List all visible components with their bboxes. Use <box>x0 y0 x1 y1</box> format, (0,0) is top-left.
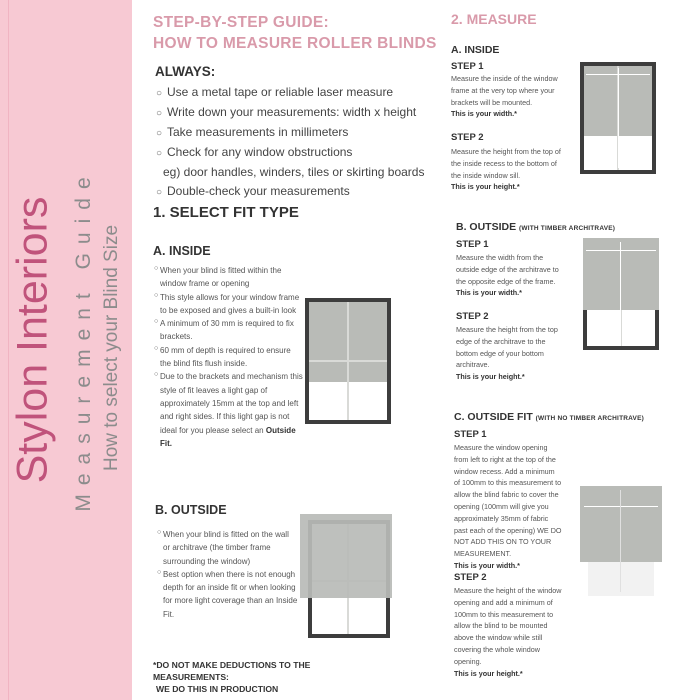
measure-inside-step1: STEP 1 <box>451 61 484 72</box>
measure-outside-heading: B. OUTSIDE (WITH TIMBER ARCHITRAVE) <box>456 221 616 233</box>
measure-outside-fit-heading: C. OUTSIDE FIT (WITH NO TIMBER ARCHITRAVE) <box>454 411 644 423</box>
list-item: ○ When your blind is fitted within the window frame or opening <box>154 265 282 289</box>
list-item: ○ Due to the brackets and mechanism this style of fit leaves a light gap of approximately 15mm at the top and left and right sides. If this light gap is not ideal for you please select an Outside Fit. <box>154 371 303 448</box>
list-item: ○ When your blind is fitted on the wall or architrave (the timber frame surrounding the window) <box>157 529 289 566</box>
guide-title: Measurement Guide <box>72 168 95 512</box>
outside-bullets <box>158 528 298 621</box>
measure-outside-fit-step1: STEP 1 <box>454 429 487 440</box>
brand-name: Stylon Interiors <box>8 196 57 484</box>
inside-heading: A. INSIDE <box>153 244 211 258</box>
measure-inside-heading: A. INSIDE <box>451 44 500 56</box>
measure-inside-step2-text: Measure the height from the top of the inside recess to the bottom of the inside window sill. This is your height.* <box>451 147 561 192</box>
outside-heading: B. OUTSIDE <box>155 503 227 517</box>
section-heading-fit: 1. SELECT FIT TYPE <box>153 204 299 221</box>
production-note: *DO NOT MAKE DEDUCTIONS TO THE MEASUREMENTS: WE DO THIS IN PRODUCTION <box>153 660 311 694</box>
list-item: ○ Double-check your measurements <box>156 184 350 198</box>
measure-outside-fit-step1-text: Measure the window opening from left to right at the top of the window recess. Add a minimum of 100mm to this measurement to allow the blind fabric to cover the opening (100mm will give you approximately 35mm of fabric past each of the opening) WE DO NOT ADD THIS ON TO YOUR MEASUREMENT. This is your width.* <box>454 443 562 570</box>
list-item: ○ Check for any window obstructions <box>156 145 353 159</box>
guide-subtitle: How to select your Blind Size <box>101 224 122 472</box>
list-item: ○ Best option when there is not enough depth for an inside fit or when looking for more light coverage than an Inside Fit. <box>157 568 298 619</box>
measure-outside-step2-text: Measure the height from the top edge of the architrave to the bottom edge of your bottom architrave. This is your height.* <box>456 325 558 382</box>
list-item: ○ 60 mm of depth is required to ensure the blind fits flush inside. <box>154 344 291 369</box>
list-item: ○ Write down your measurements: width x height <box>156 105 417 119</box>
page-title-line2: HOW TO MEASURE ROLLER BLINDS <box>153 35 437 52</box>
list-item: ○ Use a metal tape or reliable laser measure <box>156 85 394 99</box>
page-title-line1: STEP-BY-STEP GUIDE: <box>153 14 329 31</box>
list-item: eg) door handles, winders, tiles or skirting boards <box>163 165 425 179</box>
measure-outside-fit-step2-text: Measure the height of the window opening and add a minimum of 100mm to this measurement to allow the blind to be mounted above the window while still covering the whole window opening. This is your height.* <box>454 586 562 678</box>
list-item: ○ A minimum of 30 mm is required to fix brackets. <box>154 318 294 342</box>
measure-inside-illustration <box>580 62 656 174</box>
measure-outside-step1-text: Measure the width from the outside edge of the architrave to the opposite edge of the frame. This is your width.* <box>456 253 559 298</box>
measure-outside-step2: STEP 2 <box>456 311 489 322</box>
list-item: ○ This style allows for your window frame to be exposed and gives a built-in look <box>154 291 300 315</box>
section-heading-measure: 2. MEASURE <box>451 11 537 27</box>
measure-outside-step1: STEP 1 <box>456 239 489 250</box>
inside-bullets <box>155 264 303 450</box>
list-item: ○ Take measurements in millimeters <box>156 125 349 139</box>
measure-outside-fit-illustration <box>580 486 662 596</box>
measure-outside-fit-step2: STEP 2 <box>454 572 487 583</box>
inside-fit-window-illustration <box>305 298 391 424</box>
always-heading: ALWAYS: <box>155 64 216 79</box>
measure-inside-step1-text: Measure the inside of the window frame at the very top where your brackets will be mounted. This is your width.* <box>451 74 558 119</box>
measure-inside-step2: STEP 2 <box>451 132 484 143</box>
always-list <box>156 83 424 202</box>
outside-fit-window-illustration <box>300 514 392 638</box>
measure-outside-illustration <box>583 238 659 350</box>
